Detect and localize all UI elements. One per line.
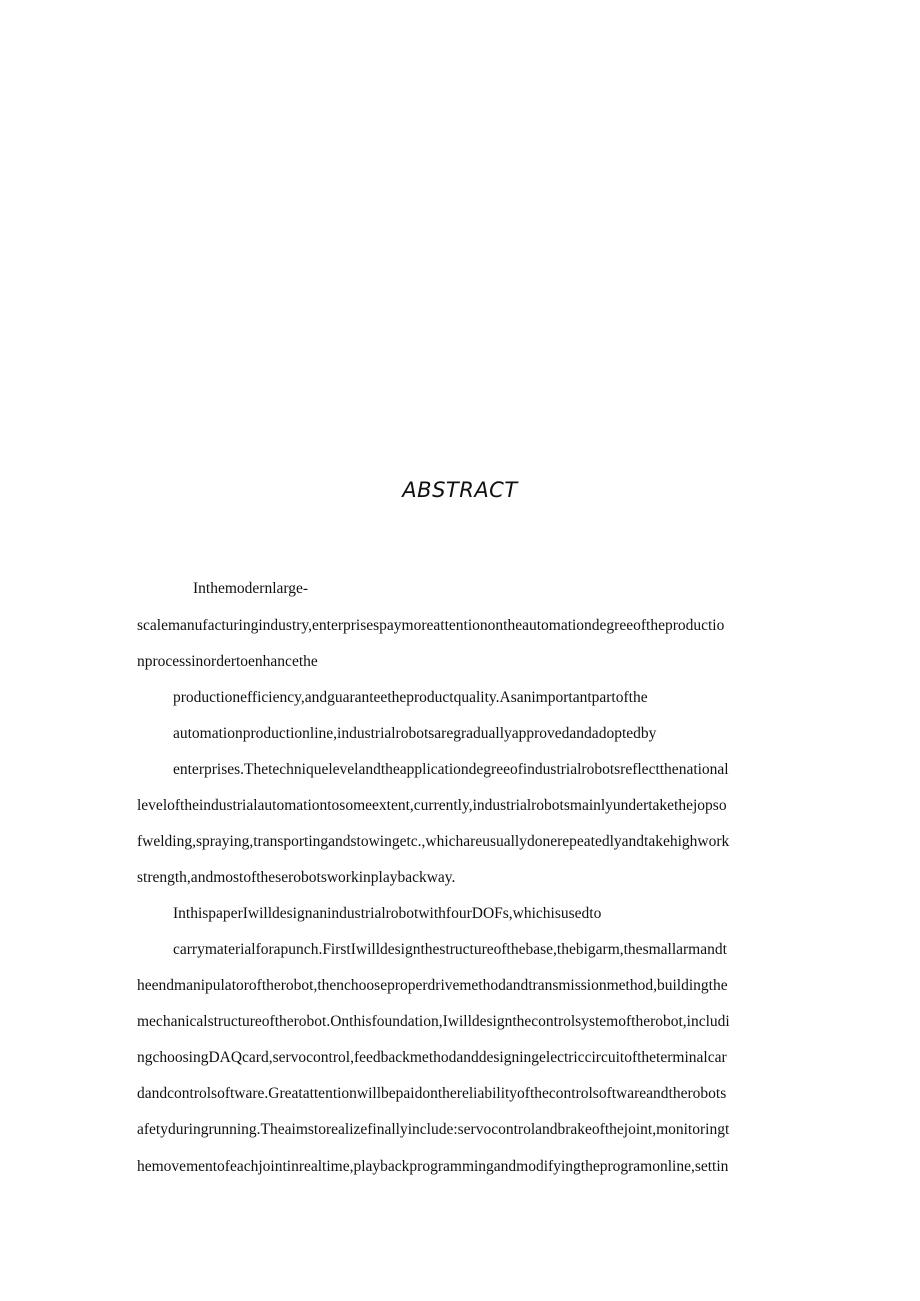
abstract-line: carrymaterialforapunch.FirstIwilldesignthestructureofthebase,thebigarm,thesmallarmandt bbox=[173, 941, 727, 958]
abstract-line: hemovementofeachjointinrealtime,playbackprogrammingandmodifyingtheprogramonline,settin bbox=[137, 1158, 729, 1175]
abstract-line: Inthemodernlarge- bbox=[193, 580, 309, 597]
abstract-line: InthispaperIwilldesignanindustrialrobotwithfourDOFs,whichisusedto bbox=[173, 905, 602, 922]
abstract-line: scalemanufacturingindustry,enterprisespaymoreattentionontheautomationdegreeoftheproductio bbox=[137, 617, 725, 634]
abstract-line: fwelding,spraying,transportingandstowingetc.,whichareusuallydonerepeatedlyandtakehighwork bbox=[137, 833, 730, 850]
abstract-title: ABSTRACT bbox=[402, 478, 518, 502]
abstract-line: nprocessinordertoenhancethe bbox=[137, 653, 318, 670]
abstract-line: mechanicalstructureoftherobot.Onthisfoundation,Iwilldesignthecontrolsystemoftherobot,includi bbox=[137, 1013, 730, 1030]
abstract-line: strength,andmostoftheserobotsworkinplaybackway. bbox=[137, 869, 456, 886]
abstract-line: ngchoosingDAQcard,servocontrol,feedbackmethodanddesigningelectriccircuitoftheterminalcar bbox=[137, 1049, 727, 1066]
abstract-line: automationproductionline,industrialrobotsaregraduallyapprovedandadoptedby bbox=[173, 725, 657, 742]
abstract-line: leveloftheindustrialautomationtosomeextent,currently,industrialrobotsmainlyundertakethejopso bbox=[137, 797, 727, 814]
abstract-line: dandcontrolsoftware.Greatattentionwillbepaidonthereliabilityofthecontrolsoftwareandtherobots bbox=[137, 1085, 727, 1102]
abstract-line: heendmanipulatoroftherobot,thenchooseproperdrivemethodandtransmissionmethod,buildingthe bbox=[137, 977, 728, 994]
abstract-line: enterprises.Thetechniquelevelandtheapplicationdegreeofindustrialrobotsreflectthenational bbox=[173, 761, 729, 778]
abstract-line: productionefficiency,andguaranteetheproductquality.Asanimportantpartofthe bbox=[173, 689, 648, 706]
abstract-line: afetyduringrunning.Theaimstorealizefinallyinclude:servocontrolandbrakeofthejoint,monitoringt bbox=[137, 1121, 730, 1138]
